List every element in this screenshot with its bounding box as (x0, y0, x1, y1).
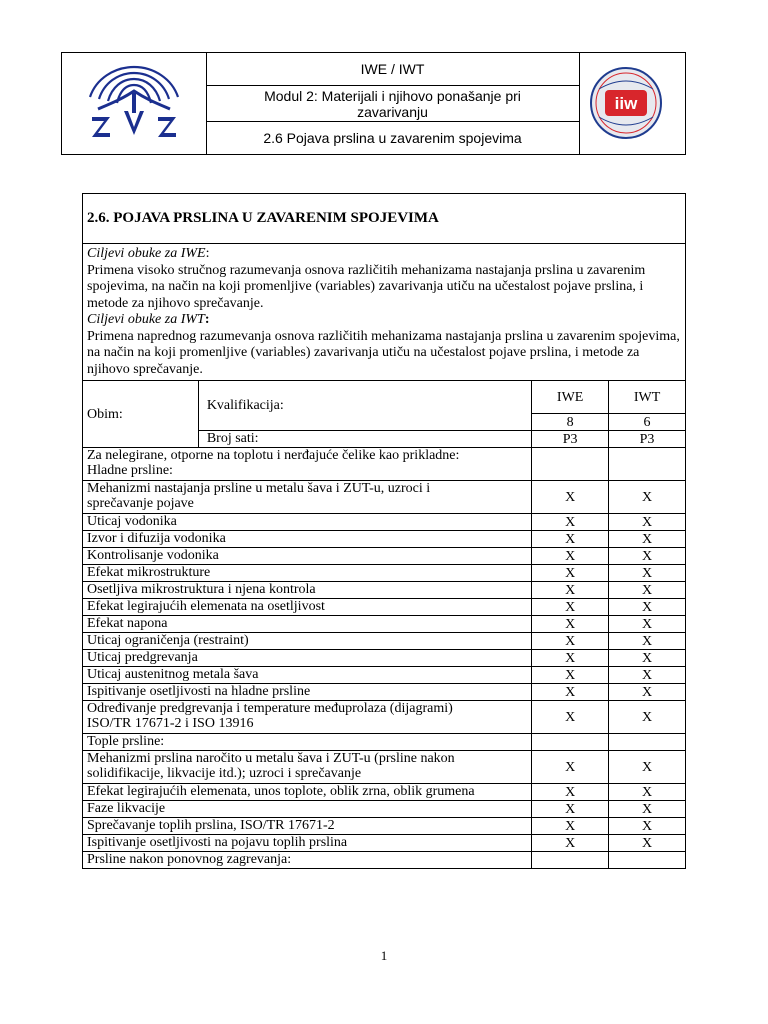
topic-text (83, 835, 532, 852)
topic-text (83, 565, 532, 582)
topic-text-line1: Tople prsline: (87, 734, 165, 749)
topic-text-line1: Izvor i difuzija vodonika (87, 531, 226, 546)
iwe-objectives-colon: : (205, 246, 210, 261)
iwe-mark: X (532, 684, 609, 701)
header-module (206, 86, 579, 122)
iwe-hours: 8 (532, 414, 609, 431)
topic-row (83, 548, 686, 565)
iwe-objectives-text: Primena visoko stručnog razumevanja osnova različitih mehanizama nastajanja prslina u zavarenim spojevima, na način na koji promenljive (variables) zavarivanja utiču na učestalost pojave prslina, i metode za njihovo sprečavanje. (87, 262, 646, 311)
iwe-mark: X (532, 784, 609, 801)
topic-text (83, 801, 532, 818)
hours-label: Broj sati: (198, 431, 531, 448)
topic-text-line1: Ispitivanje osetljivosti na hladne prsline (87, 684, 311, 699)
iwt-mark: X (609, 684, 686, 701)
iiw-logo-icon (579, 53, 685, 154)
topic-text-line1: Uticaj predgrevanja (87, 650, 198, 665)
topic-text-line2: Hladne prsline: (87, 463, 173, 478)
topic-text-line1: Kontrolisanje vodonika (87, 548, 219, 563)
topic-text-line1: Efekat mikrostrukture (87, 565, 211, 580)
topic-text (83, 852, 532, 869)
topic-rows (83, 448, 686, 869)
iwt-mark: X (609, 633, 686, 650)
topic-text-line1: Faze likvacije (87, 801, 166, 816)
topic-row (83, 801, 686, 818)
iwt-objectives-colon: : (204, 312, 210, 327)
iwt-mark: X (609, 481, 686, 514)
topic-row (83, 514, 686, 531)
topic-text-line1: Za nelegirane, otporne na toplotu i nerđajuće čelike kao prikladne: (87, 448, 460, 463)
zvz-logo (62, 53, 207, 154)
topic-row (83, 650, 686, 667)
iwe-header: IWE (532, 381, 609, 414)
qualification-label: Kvalifikacija: (198, 381, 531, 431)
iwe-mark: X (532, 481, 609, 514)
svg-text:iiw: iiw (614, 94, 638, 113)
topic-row (83, 684, 686, 701)
iwe-mark: X (532, 514, 609, 531)
iwt-mark: X (609, 701, 686, 734)
header-module-line2: zavarivanju (357, 104, 428, 120)
page-number: 1 (380, 948, 388, 963)
iwt-mark: X (609, 565, 686, 582)
iwt-mark: X (609, 514, 686, 531)
iwt-mark: X (609, 531, 686, 548)
topic-row (83, 582, 686, 599)
topic-row (83, 481, 686, 514)
document-header (61, 52, 686, 155)
iwe-mark: X (532, 650, 609, 667)
scope-label: Obim: (83, 381, 199, 448)
iwt-objectives-text: Primena naprednog razumevanja osnova različitih mehanizama nastajanja prslina u zavarenim spojevima, na način na koji promenljive (variables) zavarivanja utiču na učestalost pojave prslina, i metode za njihovo sprečavanje. (87, 328, 680, 377)
iwe-mark (532, 734, 609, 751)
topic-text-line1: Uticaj ograničenja (restraint) (87, 633, 249, 648)
iwe-mark: X (532, 835, 609, 852)
topic-text (83, 784, 532, 801)
topic-row (83, 784, 686, 801)
topic-text-line1: Mehanizmi nastajanja prsline u metalu šava i ZUT-u, uzroci i (87, 481, 431, 496)
iiw-logo (579, 53, 685, 154)
topic-text-line2: sprečavanje pojave (87, 496, 194, 511)
iwe-mark: X (532, 633, 609, 650)
topic-text (83, 751, 532, 784)
iwt-mark: X (609, 784, 686, 801)
topic-row (83, 448, 686, 481)
iwt-mark: X (609, 801, 686, 818)
topic-text (83, 514, 532, 531)
topic-row (83, 531, 686, 548)
topic-text-line1: Ispitivanje osetljivosti na pojavu toplih prslina (87, 835, 348, 850)
topic-text-line1: Sprečavanje toplih prslina, ISO/TR 17671-2 (87, 818, 335, 833)
topic-text (83, 650, 532, 667)
iwe-mark: X (532, 565, 609, 582)
topic-text-line1: Određivanje predgrevanja i temperature međuprolaza (dijagrami) (87, 701, 453, 716)
topic-text (83, 531, 532, 548)
topic-text-line1: Efekat legirajućih elemenata, unos toplote, oblik zrna, oblik grumena (87, 784, 475, 799)
topic-text (83, 548, 532, 565)
iwt-header: IWT (609, 381, 686, 414)
iwt-mark (609, 734, 686, 751)
topic-text (83, 616, 532, 633)
iwe-mark: X (532, 531, 609, 548)
iwt-mark: X (609, 599, 686, 616)
topic-text-line2: ISO/TR 17671-2 i ISO 13916 (87, 716, 254, 731)
iwe-mark: X (532, 818, 609, 835)
iwe-mark: X (532, 701, 609, 734)
topic-row (83, 599, 686, 616)
topic-text (83, 667, 532, 684)
iwt-objectives-heading: Ciljevi obuke za IWT (87, 312, 205, 327)
topic-text (83, 701, 532, 734)
topic-row (83, 633, 686, 650)
curriculum-table (82, 193, 686, 869)
topic-row (83, 734, 686, 751)
topic-row (83, 751, 686, 784)
iwe-mark: X (532, 667, 609, 684)
header-module-line1: Modul 2: Materijali i njihovo ponašanje pri (264, 88, 521, 104)
iwe-mark: X (532, 582, 609, 599)
iwt-mark: X (609, 835, 686, 852)
topic-text (83, 582, 532, 599)
iwe-mark (532, 852, 609, 869)
iwe-mark (532, 448, 609, 481)
topic-text (83, 684, 532, 701)
topic-text-line1: Efekat napona (87, 616, 168, 631)
iwt-mark: X (609, 582, 686, 599)
iwe-mark: X (532, 548, 609, 565)
iwt-hours: 6 (609, 414, 686, 431)
iwe-mark: X (532, 616, 609, 633)
topic-text-line2: solidifikacije, likvacije itd.); uzroci i sprečavanje (87, 766, 362, 781)
iwt-mark: X (609, 751, 686, 784)
iwe-mark: X (532, 751, 609, 784)
topic-row (83, 852, 686, 869)
topic-row (83, 701, 686, 734)
topic-text (83, 448, 532, 481)
iwe-objectives-heading: Ciljevi obuke za IWE (87, 246, 206, 261)
topic-text-line1: Mehanizmi prslina naročito u metalu šava i ZUT-u (prsline nakon (87, 751, 455, 766)
zvz-logo-icon (62, 53, 206, 154)
iwt-mark (609, 852, 686, 869)
topic-row (83, 667, 686, 684)
topic-text-line1: Prsline nakon ponovnog zagrevanja: (87, 852, 292, 867)
topic-text (83, 734, 532, 751)
iwe-level: P3 (532, 431, 609, 448)
header-titles (206, 53, 580, 154)
iwt-mark: X (609, 548, 686, 565)
iwe-mark: X (532, 599, 609, 616)
topic-text-line1: Uticaj austenitnog metala šava (87, 667, 259, 682)
iwt-mark (609, 448, 686, 481)
topic-text-line1: Osetljiva mikrostruktura i njena kontrola (87, 582, 316, 597)
iwt-mark: X (609, 616, 686, 633)
topic-row (83, 565, 686, 582)
topic-text (83, 599, 532, 616)
iwt-level: P3 (609, 431, 686, 448)
iwt-mark: X (609, 818, 686, 835)
topic-row (83, 616, 686, 633)
topic-text (83, 481, 532, 514)
header-program: IWE / IWT (206, 53, 579, 86)
header-section: 2.6 Pojava prslina u zavarenim spojevima (263, 130, 522, 146)
iwt-mark: X (609, 650, 686, 667)
iwe-mark: X (532, 801, 609, 818)
topic-row (83, 835, 686, 852)
iwt-mark: X (609, 667, 686, 684)
topic-text-line1: Uticaj vodonika (87, 514, 177, 529)
topic-row (83, 818, 686, 835)
topic-text-line1: Efekat legirajućih elemenata na osetljivost (87, 599, 325, 614)
topic-text (83, 633, 532, 650)
section-title: 2.6. POJAVA PRSLINA U ZAVARENIM SPOJEVIMA (83, 194, 686, 244)
objectives-cell (83, 244, 686, 381)
topic-text (83, 818, 532, 835)
